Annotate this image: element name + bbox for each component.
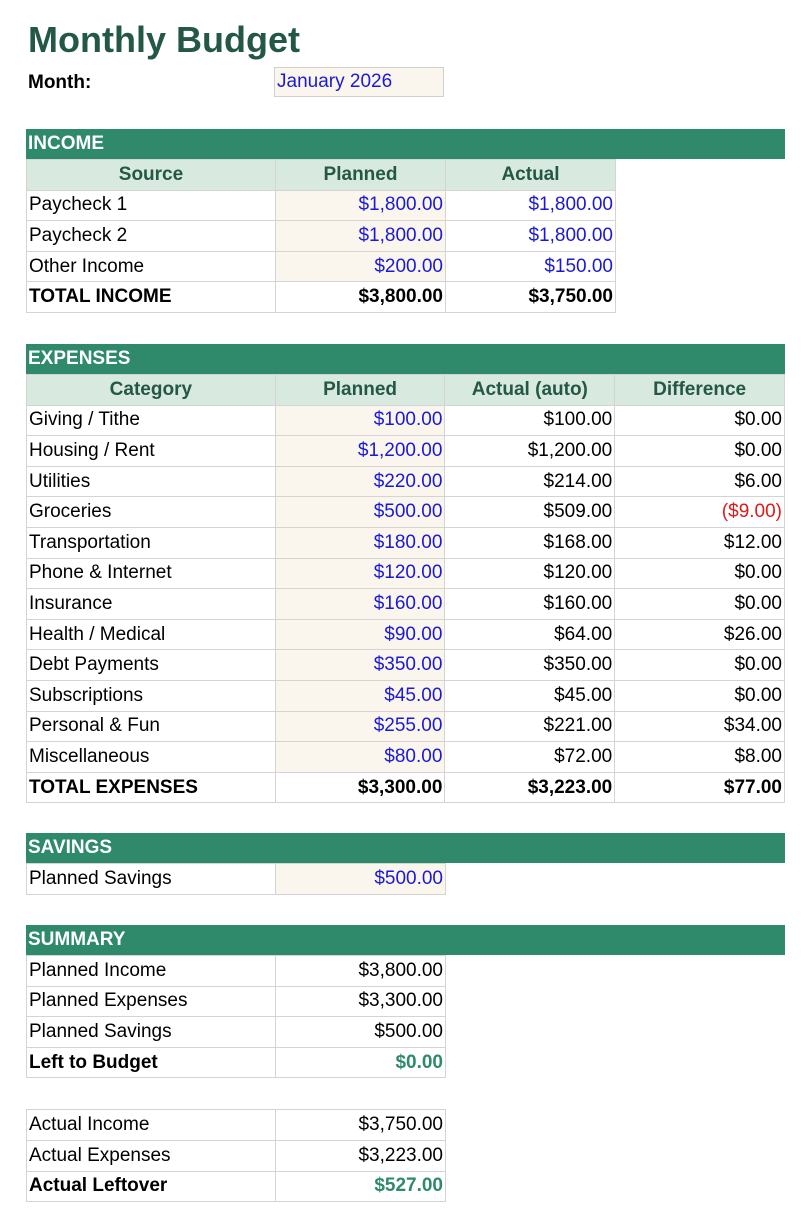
expenses-header-category: Category — [27, 375, 276, 406]
expense-planned-cell[interactable]: $80.00 — [275, 742, 445, 773]
left-to-budget-value: $0.00 — [276, 1047, 446, 1078]
left-to-budget-row — [27, 1047, 446, 1078]
income-header-source: Source — [27, 160, 276, 191]
expenses-section — [26, 344, 785, 803]
expenses-total-difference: $77.00 — [615, 772, 785, 803]
expense-category-cell[interactable]: Utilities — [27, 466, 276, 497]
summary-row — [27, 956, 446, 987]
summary-value: $3,300.00 — [276, 986, 446, 1017]
savings-label: Planned Savings — [27, 864, 276, 895]
expense-difference-cell: $0.00 — [615, 650, 785, 681]
expense-difference-cell: $8.00 — [615, 742, 785, 773]
income-band: INCOME — [26, 129, 785, 159]
expense-row — [27, 497, 785, 528]
income-total-label: TOTAL INCOME — [27, 282, 276, 313]
income-total-planned: $3,800.00 — [276, 282, 446, 313]
expense-rows — [27, 405, 785, 772]
expense-category-cell[interactable]: Personal & Fun — [27, 711, 276, 742]
expenses-total-label: TOTAL EXPENSES — [27, 772, 276, 803]
expense-difference-cell: ($9.00) — [615, 497, 785, 528]
expense-difference-cell: $0.00 — [615, 589, 785, 620]
income-row — [27, 221, 616, 252]
summary-value: $3,750.00 — [276, 1110, 446, 1141]
expense-category-cell[interactable]: Transportation — [27, 527, 276, 558]
expense-planned-cell[interactable]: $1,200.00 — [275, 436, 445, 467]
summary-row — [27, 1017, 446, 1048]
expenses-band: EXPENSES — [26, 344, 785, 374]
summary-value: $500.00 — [276, 1017, 446, 1048]
expenses-header-difference: Difference — [615, 375, 785, 406]
expense-planned-cell[interactable]: $255.00 — [275, 711, 445, 742]
expense-actual-cell: $160.00 — [445, 589, 615, 620]
income-header-row — [27, 160, 616, 191]
expense-row — [27, 405, 785, 436]
expense-actual-cell: $1,200.00 — [445, 436, 615, 467]
expense-actual-cell: $64.00 — [445, 619, 615, 650]
expense-difference-cell: $12.00 — [615, 527, 785, 558]
expenses-total-planned: $3,300.00 — [275, 772, 445, 803]
expense-category-cell[interactable]: Insurance — [27, 589, 276, 620]
income-actual-cell[interactable]: $1,800.00 — [446, 190, 616, 221]
expenses-table — [26, 374, 785, 803]
income-section — [26, 129, 785, 313]
summary-label: Planned Savings — [27, 1017, 276, 1048]
expense-row — [27, 650, 785, 681]
income-planned-cell[interactable]: $1,800.00 — [276, 221, 446, 252]
expense-category-cell[interactable]: Giving / Tithe — [27, 405, 276, 436]
summary-actual-table — [26, 1109, 446, 1202]
actual-leftover-value: $527.00 — [276, 1171, 446, 1202]
income-row — [27, 190, 616, 221]
expense-planned-cell[interactable]: $45.00 — [275, 680, 445, 711]
expense-planned-cell[interactable]: $500.00 — [275, 497, 445, 528]
month-input[interactable]: January 2026 — [274, 67, 444, 97]
expense-actual-cell: $72.00 — [445, 742, 615, 773]
expense-actual-cell: $45.00 — [445, 680, 615, 711]
expense-difference-cell: $0.00 — [615, 558, 785, 589]
income-table — [26, 159, 616, 313]
expense-category-cell[interactable]: Phone & Internet — [27, 558, 276, 589]
expenses-header-actual: Actual (auto) — [445, 375, 615, 406]
expense-actual-cell: $168.00 — [445, 527, 615, 558]
expense-planned-cell[interactable]: $160.00 — [275, 589, 445, 620]
expense-category-cell[interactable]: Housing / Rent — [27, 436, 276, 467]
summary-planned-table — [26, 955, 446, 1078]
income-source-cell[interactable]: Paycheck 1 — [27, 190, 276, 221]
summary-section — [26, 925, 785, 1202]
expense-row — [27, 742, 785, 773]
expense-actual-cell: $120.00 — [445, 558, 615, 589]
expense-category-cell[interactable]: Health / Medical — [27, 619, 276, 650]
left-to-budget-label: Left to Budget — [27, 1047, 276, 1078]
summary-band: SUMMARY — [26, 925, 785, 955]
expense-planned-cell[interactable]: $100.00 — [275, 405, 445, 436]
summary-label: Actual Expenses — [27, 1140, 276, 1171]
expense-difference-cell: $34.00 — [615, 711, 785, 742]
savings-row — [27, 864, 446, 895]
summary-label: Planned Income — [27, 956, 276, 987]
month-label: Month: — [28, 72, 92, 93]
income-header-planned: Planned — [276, 160, 446, 191]
expense-planned-cell[interactable]: $90.00 — [275, 619, 445, 650]
expense-planned-cell[interactable]: $220.00 — [275, 466, 445, 497]
summary-row — [27, 1110, 446, 1141]
expense-row — [27, 680, 785, 711]
income-planned-cell[interactable]: $200.00 — [276, 251, 446, 282]
savings-section — [26, 833, 785, 895]
income-source-cell[interactable]: Other Income — [27, 251, 276, 282]
summary-value: $3,223.00 — [276, 1140, 446, 1171]
income-planned-cell[interactable]: $1,800.00 — [276, 190, 446, 221]
summary-label: Actual Income — [27, 1110, 276, 1141]
expense-planned-cell[interactable]: $180.00 — [275, 527, 445, 558]
income-actual-cell[interactable]: $150.00 — [446, 251, 616, 282]
income-total-actual: $3,750.00 — [446, 282, 616, 313]
summary-label: Planned Expenses — [27, 986, 276, 1017]
expense-actual-cell: $509.00 — [445, 497, 615, 528]
actual-leftover-label: Actual Leftover — [27, 1171, 276, 1202]
summary-row — [27, 986, 446, 1017]
expenses-header-planned: Planned — [275, 375, 445, 406]
income-source-cell[interactable]: Paycheck 2 — [27, 221, 276, 252]
page-title: Monthly Budget — [28, 19, 300, 60]
income-row — [27, 251, 616, 282]
expense-row — [27, 466, 785, 497]
expense-difference-cell: $0.00 — [615, 436, 785, 467]
income-header-actual: Actual — [446, 160, 616, 191]
expense-category-cell[interactable]: Subscriptions — [27, 680, 276, 711]
summary-row — [27, 1140, 446, 1171]
expense-difference-cell: $6.00 — [615, 466, 785, 497]
expense-category-cell[interactable]: Debt Payments — [27, 650, 276, 681]
expense-row — [27, 711, 785, 742]
expense-difference-cell: $0.00 — [615, 405, 785, 436]
expense-category-cell[interactable]: Miscellaneous — [27, 742, 276, 773]
expense-difference-cell: $26.00 — [615, 619, 785, 650]
expense-row — [27, 558, 785, 589]
expense-row — [27, 436, 785, 467]
expense-actual-cell: $100.00 — [445, 405, 615, 436]
income-total-row — [27, 282, 616, 313]
expenses-total-actual: $3,223.00 — [445, 772, 615, 803]
expense-difference-cell: $0.00 — [615, 680, 785, 711]
expense-row — [27, 527, 785, 558]
savings-band: SAVINGS — [26, 833, 785, 863]
income-actual-cell[interactable]: $1,800.00 — [446, 221, 616, 252]
savings-planned-cell[interactable]: $500.00 — [276, 864, 446, 895]
expense-row — [27, 619, 785, 650]
expenses-total-row — [27, 772, 785, 803]
savings-table — [26, 863, 446, 895]
expense-planned-cell[interactable]: $120.00 — [275, 558, 445, 589]
actual-leftover-row — [27, 1171, 446, 1202]
expense-planned-cell[interactable]: $350.00 — [275, 650, 445, 681]
expense-category-cell[interactable]: Groceries — [27, 497, 276, 528]
expense-actual-cell: $214.00 — [445, 466, 615, 497]
expense-row — [27, 589, 785, 620]
summary-value: $3,800.00 — [276, 956, 446, 987]
expenses-header-row — [27, 375, 785, 406]
expense-actual-cell: $221.00 — [445, 711, 615, 742]
expense-actual-cell: $350.00 — [445, 650, 615, 681]
